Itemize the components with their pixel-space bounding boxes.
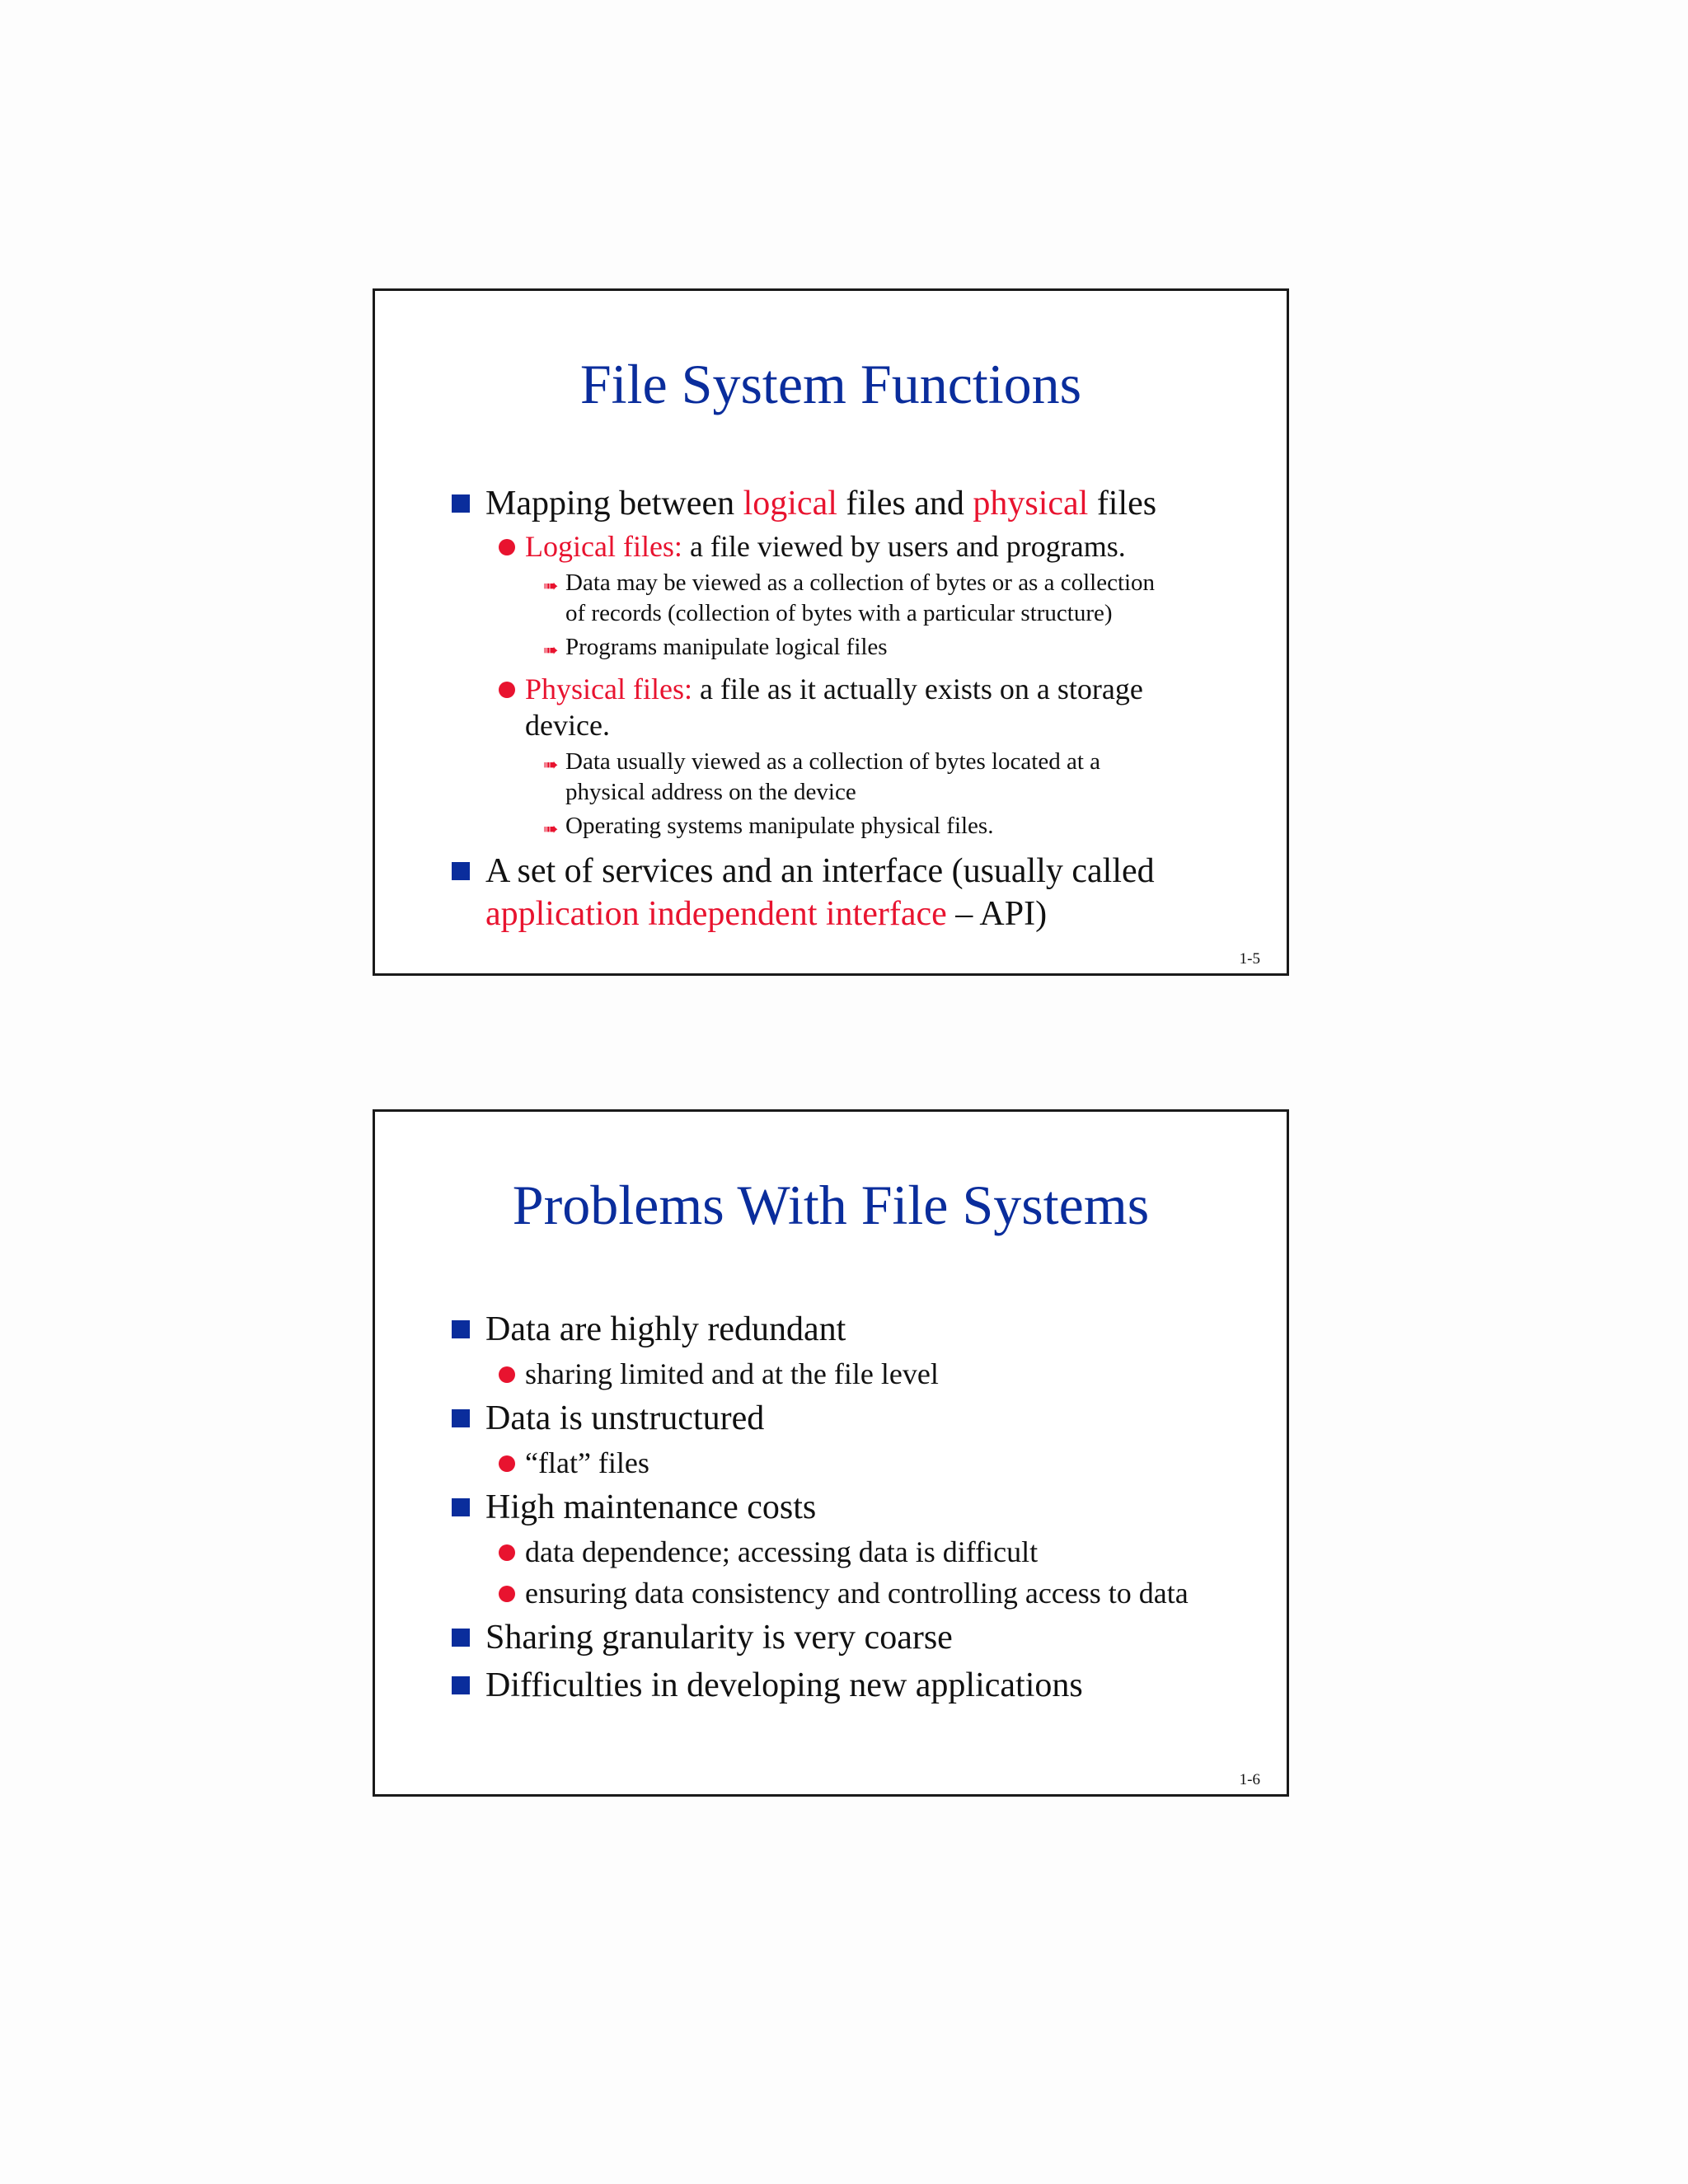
- circle-bullet-icon: [499, 1455, 515, 1472]
- arrow-bullet-icon: ➠: [543, 640, 559, 661]
- arrow-bullet-icon: ➠: [543, 576, 559, 597]
- circle-bullet-icon: [499, 1586, 515, 1602]
- bullet-services-interface: A set of services and an interface (usually called application independent interface – API): [375, 850, 1287, 935]
- square-bullet-icon: [452, 1629, 470, 1647]
- circle-bullet-icon: [499, 682, 515, 698]
- bullet-data-physical-address: ➠ Data usually viewed as a collection of bytes located at a physical address on the device: [543, 748, 1101, 805]
- square-bullet-icon: [452, 1409, 470, 1427]
- bullet-physical-files: Physical files: a file as it actually exists on a storage device.: [375, 671, 1287, 743]
- arrow-bullet-icon: ➠: [543, 819, 559, 840]
- square-bullet-icon: [452, 862, 470, 880]
- circle-bullet-icon: [499, 1366, 515, 1383]
- bullet-data-consistency: ensuring data consistency and controlling access to data: [375, 1575, 1287, 1611]
- bullet-redundant: Data are highly redundant: [375, 1308, 1287, 1351]
- bullet-flat-files: “flat” files: [375, 1445, 1287, 1481]
- arrow-bullet-icon: ➠: [543, 755, 559, 776]
- bullet-sharing-granularity: Sharing granularity is very coarse: [375, 1616, 1287, 1659]
- bullet-data-dependence: data dependence; accessing data is difficult: [375, 1534, 1287, 1570]
- page-number: 1-6: [1239, 1771, 1260, 1788]
- slide-body: [375, 482, 1287, 935]
- slide-title: File System Functions: [579, 353, 1082, 415]
- square-bullet-icon: [452, 1320, 470, 1338]
- square-bullet-icon: [452, 1498, 470, 1516]
- slide-problems-with-file-systems: [373, 1109, 1289, 1797]
- square-bullet-icon: [452, 494, 470, 513]
- slide-file-system-functions: [373, 288, 1289, 976]
- bullet-sharing-limited: sharing limited and at the file level: [375, 1356, 1287, 1392]
- slide-body: [375, 1308, 1287, 1707]
- circle-bullet-icon: [499, 539, 515, 555]
- bullet-maintenance-costs: High maintenance costs: [375, 1486, 1287, 1529]
- bullet-os-physical: ➠ Operating systems manipulate physical files.: [375, 811, 1287, 841]
- bullet-programs-logical: ➠ Programs manipulate logical files: [375, 632, 1287, 663]
- square-bullet-icon: [452, 1676, 470, 1694]
- page-number: 1-5: [1239, 950, 1260, 968]
- bullet-data-viewed-bytes: ➠ Data may be viewed as a collection of bytes or as a collection of records (collection of bytes with a particular structure): [543, 569, 1156, 626]
- bullet-new-applications: Difficulties in developing new applications: [375, 1664, 1287, 1707]
- bullet-logical-files: Logical files: a file viewed by users and programs.: [375, 528, 1287, 565]
- slide-title: Problems With File Systems: [512, 1174, 1150, 1236]
- circle-bullet-icon: [499, 1544, 515, 1561]
- bullet-mapping: Mapping between logical files and physical files: [375, 482, 1287, 525]
- bullet-unstructured: Data is unstructured: [375, 1397, 1287, 1440]
